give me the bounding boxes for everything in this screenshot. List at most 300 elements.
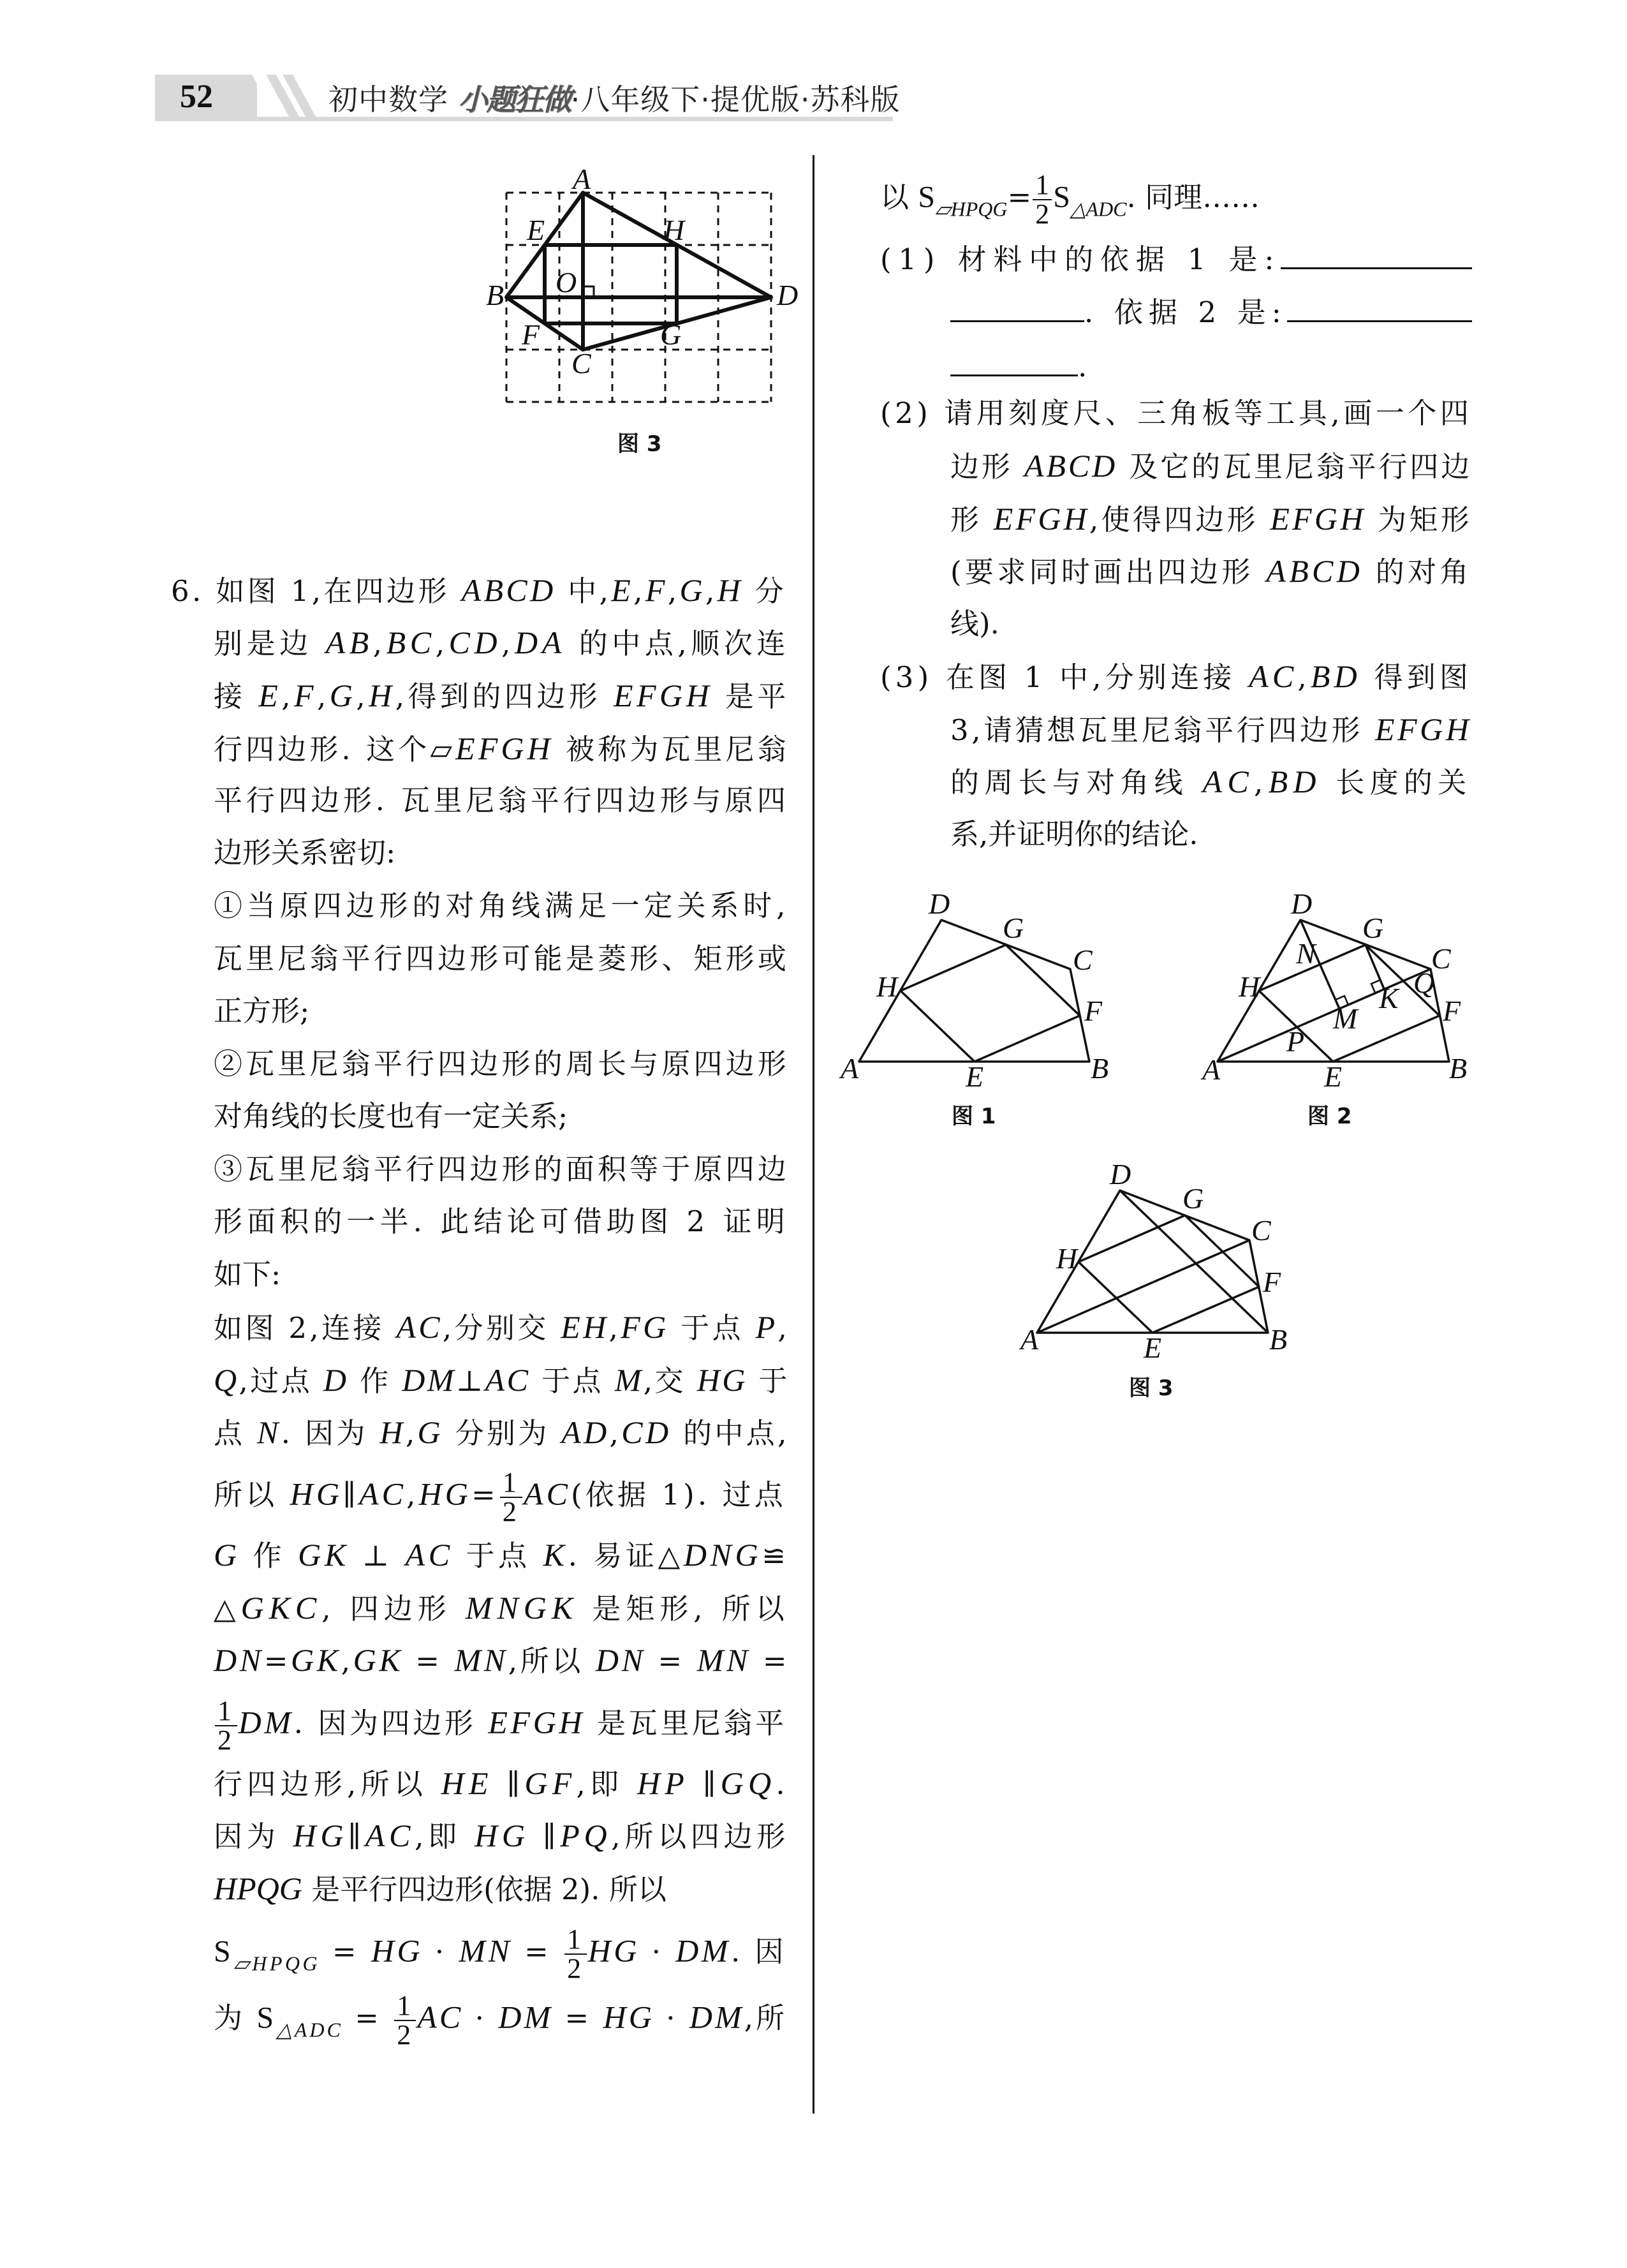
text-run: ∥ — [689, 1767, 721, 1801]
math-symbol: PQ — [560, 1818, 612, 1853]
text-line — [214, 1536, 790, 1575]
text-run: 边形关系密切: — [214, 836, 396, 870]
label-G: G — [660, 318, 682, 351]
text-line — [214, 887, 790, 925]
math-symbol: CD — [448, 625, 502, 660]
label-D: D — [777, 279, 799, 311]
label-C: C — [1431, 942, 1451, 975]
label-O: O — [556, 266, 577, 299]
label-B: B — [486, 279, 504, 311]
text-run: 3,请猜想瓦里尼翁平行四边形 — [950, 713, 1375, 747]
text-line — [950, 815, 1198, 854]
math-symbol: EFGH — [993, 501, 1090, 537]
math-symbol: BD — [1268, 764, 1321, 799]
text-run: , — [608, 1311, 621, 1345]
text-run: 于 — [747, 1364, 790, 1398]
figure-top-grid — [446, 153, 804, 408]
label-F: F — [1084, 995, 1103, 1027]
text-run: 正方形; — [214, 994, 310, 1028]
text-run: 的中点,顺次连 — [565, 626, 790, 660]
text-line — [214, 676, 790, 716]
text-run: . — [776, 1767, 790, 1801]
fraction-denominator: 2 — [217, 1724, 235, 1756]
math-symbol: HPQG — [214, 1871, 302, 1906]
text-line — [950, 710, 1472, 750]
text-run: = — [403, 1644, 455, 1678]
math-symbol: AC — [485, 1362, 531, 1398]
text-run: ,所以四边形 — [611, 1820, 790, 1853]
math-symbol: ABCD — [1024, 448, 1118, 484]
label-C: C — [1251, 1214, 1271, 1247]
text-line — [880, 394, 1472, 433]
math-symbol: GF — [524, 1765, 577, 1801]
text-line — [214, 1764, 790, 1804]
math-symbol: MNGK — [465, 1590, 578, 1626]
text-run: 行四边形,所以 — [214, 1767, 441, 1801]
text-run: 得到图 — [1360, 660, 1473, 694]
text-run: ⊥ — [455, 1364, 485, 1398]
text-line — [214, 1361, 790, 1400]
label-F: F — [1263, 1266, 1281, 1298]
math-symbol: AC — [1202, 764, 1254, 799]
text-run: ,所以 — [508, 1644, 596, 1678]
fraction-numerator: 1 — [215, 1697, 237, 1726]
math-symbol: ABCD — [461, 572, 556, 608]
text-run: = — [320, 1934, 371, 1969]
text-run: = — [553, 2001, 603, 2035]
text-run: 平行四边形. 瓦里尼翁平行四边形与原四 — [214, 783, 790, 817]
text-run: 对角线的长度也有一定关系; — [214, 1099, 568, 1133]
fraction — [564, 1925, 586, 1983]
header-stripes — [252, 75, 328, 121]
text-run: = — [750, 1644, 790, 1678]
math-symbol: E — [258, 678, 282, 713]
math-symbol: GK — [298, 1537, 350, 1573]
math-symbol: AC — [405, 1537, 453, 1573]
math-subscript: ▱HPQG — [233, 1952, 321, 1975]
math-symbol: DA — [515, 625, 566, 660]
label-A: A — [1202, 1053, 1221, 1086]
math-symbol: H — [717, 572, 744, 608]
text-run: 及它的瓦里尼翁平行四边 — [1117, 450, 1473, 484]
text-line — [214, 729, 790, 769]
text-run: = — [263, 1644, 291, 1678]
text-run: ③瓦里尼翁平行四边形的面积等于原四边 — [214, 1152, 790, 1186]
math-symbol: DM — [675, 1932, 731, 1969]
label-H: H — [1056, 1242, 1078, 1275]
text-run: (2) 请用刻度尺、三角板等工具,画一个四 — [880, 396, 1473, 430]
caption-figure-3: 图 3 — [1129, 1375, 1174, 1401]
text-run: (依据 1). 过点 — [571, 1478, 786, 1512]
text-run: 形面积的一半. 此结论可借助图 2 证明 — [214, 1204, 790, 1238]
label-K: K — [1379, 982, 1399, 1014]
text-run: ≌ — [762, 1539, 790, 1573]
label-F: F — [522, 318, 540, 351]
text-run: 接 — [214, 679, 259, 713]
text-line — [950, 762, 1472, 802]
math-symbol: MN — [459, 1932, 513, 1969]
math-symbol: N — [257, 1414, 281, 1450]
math-symbol: F — [645, 572, 668, 608]
label-E: E — [1144, 1331, 1162, 1364]
math-symbol: HG — [696, 1362, 747, 1398]
text-run: , 四边形 — [321, 1592, 466, 1626]
text-run: , — [435, 626, 449, 660]
text-run: △ — [214, 1592, 241, 1626]
label-E: E — [527, 214, 545, 246]
text-run: , — [667, 574, 680, 608]
answer-blank[interactable] — [950, 295, 1084, 322]
text-run: . 因为 — [281, 1416, 380, 1450]
text-run: ,即 — [415, 1820, 475, 1853]
math-symbol: ABCD — [1266, 553, 1364, 589]
text-run: 系,并证明你的结论. — [950, 817, 1198, 851]
caption-figure-1: 图 1 — [952, 1104, 996, 1129]
text-line — [950, 552, 1472, 591]
text-run: , — [281, 679, 295, 713]
text-line — [950, 447, 1472, 486]
text-run: = — [471, 1478, 499, 1512]
text-run: (要求同时画出四边形 — [950, 555, 1267, 589]
text-run: 为矩形 — [1366, 503, 1472, 537]
text-line — [214, 834, 395, 872]
text-run: 的中点, — [671, 1416, 790, 1450]
text-line — [214, 1641, 790, 1680]
label-H: H — [1239, 970, 1260, 1003]
text-run: 中, — [556, 574, 612, 608]
text-line — [214, 992, 309, 1030]
math-symbol: EH — [561, 1309, 609, 1345]
text-run: , — [1253, 766, 1269, 799]
fraction-numerator: 1 — [500, 1469, 522, 1498]
label-C: C — [571, 347, 591, 380]
math-subscript: ▱HPQG — [935, 197, 1008, 221]
text-run: , — [317, 679, 330, 713]
text-run: 因为 — [214, 1820, 293, 1853]
label-E: E — [966, 1060, 984, 1093]
answer-blank[interactable] — [950, 349, 1078, 376]
text-run: , — [777, 1311, 790, 1345]
text-line — [171, 571, 786, 611]
math-symbol: D — [323, 1362, 349, 1398]
label-M: M — [1333, 1002, 1358, 1035]
text-line — [214, 1869, 666, 1909]
text-run: 6. 如图 1,在四边形 — [171, 574, 462, 608]
text-line — [214, 1413, 790, 1453]
text-run: ,交 — [643, 1364, 697, 1398]
text-run: ,所 — [744, 2001, 788, 2035]
text-run: ①当原四边形的对角线满足一定关系时, — [214, 889, 790, 923]
text-run: S — [214, 1934, 234, 1969]
text-run: 于点 — [453, 1539, 543, 1573]
text-run: 被称为瓦里尼翁 — [553, 732, 790, 766]
text-run: . 因 — [730, 1934, 786, 1969]
text-line — [880, 657, 1472, 697]
text-run: . — [1078, 350, 1087, 383]
text-run: . 因为四边形 — [293, 1706, 489, 1740]
math-subscript: △ADC — [1070, 197, 1127, 221]
math-symbol: GK — [291, 1642, 341, 1678]
fraction-denominator: 2 — [502, 1496, 520, 1527]
text-run: 是瓦里尼翁平 — [585, 1706, 787, 1740]
text-run: ∥ — [342, 1478, 360, 1512]
fraction-denominator: 2 — [567, 1953, 584, 1984]
text-run: ,使得四边形 — [1089, 503, 1270, 537]
math-symbol: MN — [454, 1642, 508, 1678]
text-run: 边形 — [950, 450, 1024, 484]
caption-figure-2: 图 2 — [1307, 1104, 1352, 1129]
math-symbol: Q — [214, 1362, 239, 1398]
math-symbol: AC — [417, 1999, 464, 2035]
text-run: 作 — [348, 1364, 402, 1398]
math-symbol: G — [679, 572, 705, 608]
text-run: , — [341, 1644, 353, 1678]
figure-3 — [1008, 1148, 1288, 1364]
math-symbol: H — [379, 1414, 406, 1450]
text-line — [880, 171, 1260, 228]
text-line — [880, 241, 1472, 279]
label-G: G — [1182, 1182, 1204, 1215]
text-line — [214, 1308, 790, 1347]
math-symbol: HG — [474, 1818, 529, 1853]
math-symbol: HG — [587, 1932, 640, 1969]
math-symbol: DM — [689, 1999, 744, 2035]
text-run: , — [1297, 660, 1311, 694]
text-run: S — [918, 180, 936, 214]
math-symbol: HP — [637, 1765, 689, 1801]
math-symbol: DN — [595, 1642, 646, 1678]
text-run: 如下: — [214, 1257, 281, 1291]
text-run: 所以 — [214, 1478, 290, 1512]
fraction — [394, 1992, 416, 2049]
math-symbol: DM — [402, 1362, 456, 1398]
math-symbol: HG — [418, 1476, 472, 1512]
math-symbol: HE — [441, 1765, 493, 1801]
text-run: . 同理…… — [1126, 180, 1260, 214]
fraction — [215, 1697, 237, 1754]
math-symbol: FG — [621, 1309, 669, 1345]
math-symbol: DM — [238, 1704, 294, 1740]
fraction-denominator: 2 — [397, 2019, 414, 2050]
title-suffix: ·八年级下·提优版·苏科版 — [570, 82, 901, 117]
label-B: B — [1449, 1052, 1468, 1085]
page-number: 52 — [180, 78, 213, 115]
math-symbol: K — [543, 1537, 568, 1573]
brand-logo: 小题狂做 — [458, 82, 571, 117]
text-run: = — [645, 1644, 697, 1678]
text-run: ,得到的四边形 — [395, 679, 614, 713]
text-run: = — [1007, 180, 1032, 214]
text-run: 点 — [214, 1416, 257, 1450]
text-line — [214, 940, 790, 978]
math-symbol: AC — [1249, 658, 1298, 694]
math-symbol: GK — [353, 1642, 404, 1678]
text-run: ②瓦里尼翁平行四边形的周长与原四边形 — [214, 1047, 790, 1081]
text-line — [950, 500, 1472, 539]
text-run: 是平 — [712, 679, 790, 713]
label-P: P — [1286, 1025, 1305, 1058]
text-run: , — [609, 1416, 622, 1450]
text-run: 瓦里尼翁平行四边形可能是菱形、矩形或 — [214, 942, 790, 975]
math-symbol: G — [329, 678, 357, 713]
text-line — [214, 1150, 790, 1189]
text-line — [214, 782, 790, 820]
text-line — [214, 1697, 787, 1754]
text-line — [214, 1469, 786, 1526]
text-run: , — [705, 574, 718, 608]
math-symbol: AC — [359, 1476, 407, 1512]
math-symbol: AC — [365, 1818, 415, 1853]
text-run: · — [423, 1934, 459, 1969]
text-run: 分别为 — [443, 1416, 562, 1450]
answer-blank[interactable] — [1287, 295, 1472, 322]
fraction-numerator: 1 — [1033, 171, 1052, 200]
text-line — [214, 1816, 790, 1856]
math-symbol: HG — [293, 1818, 348, 1853]
text-run: , — [633, 574, 645, 608]
math-symbol: AD — [561, 1414, 610, 1450]
math-symbol: F — [294, 678, 318, 713]
text-run: 形 — [950, 503, 994, 537]
fraction — [1033, 171, 1052, 228]
text-line — [214, 1256, 281, 1294]
text-run: S — [256, 2001, 277, 2035]
label-D: D — [929, 887, 950, 920]
text-run: · — [654, 2001, 689, 2035]
text-run: , — [501, 626, 515, 660]
text-run: ∥ — [348, 1820, 365, 1853]
text-run: 分 — [743, 574, 787, 608]
label-H: H — [663, 214, 685, 246]
label-C: C — [1073, 944, 1093, 976]
text-line — [214, 1589, 790, 1628]
title-prefix: 初中数学 — [328, 82, 448, 117]
label-H: H — [876, 970, 898, 1003]
math-symbol: AC — [523, 1476, 571, 1512]
math-symbol: AB — [325, 625, 373, 660]
text-line — [214, 1045, 790, 1083]
text-run: 作 — [240, 1539, 298, 1573]
label-A: A — [1020, 1323, 1039, 1356]
math-symbol: HG — [371, 1932, 423, 1969]
math-symbol: DN — [214, 1642, 264, 1678]
text-run: ∥ — [529, 1820, 561, 1853]
math-subscript: △ADC — [276, 2018, 343, 2042]
text-run: . 依据 2 是: — [1084, 295, 1288, 329]
math-symbol: EFGH — [614, 678, 713, 713]
figure-2 — [1180, 880, 1473, 1097]
label-G: G — [1003, 912, 1024, 944]
text-run: 的对角 — [1363, 555, 1472, 589]
text-run: 于点 — [530, 1364, 615, 1398]
text-run: = — [342, 2001, 394, 2035]
math-symbol: DM — [498, 1999, 554, 2035]
math-symbol: H — [369, 678, 395, 713]
text-run: 行四边形. 这个▱ — [214, 732, 456, 766]
math-symbol: EFGH — [488, 1704, 585, 1740]
text-run: · — [639, 1934, 676, 1969]
text-run: , — [372, 626, 387, 660]
figure-1 — [823, 880, 1116, 1097]
label-B: B — [1269, 1323, 1288, 1356]
text-line — [214, 1097, 568, 1136]
math-symbol: EFGH — [455, 730, 554, 766]
text-line — [214, 1992, 787, 2049]
math-symbol: HG — [603, 1999, 654, 2035]
text-run: ,分别交 — [442, 1311, 561, 1345]
math-symbol: M — [614, 1362, 644, 1398]
text-run: , — [406, 1478, 419, 1512]
caption-top-figure: 图 3 — [617, 431, 662, 457]
math-symbol: GQ — [720, 1765, 776, 1801]
text-run: (3) 在图 1 中,分别连接 — [880, 660, 1249, 694]
fraction-denominator: 2 — [1035, 198, 1050, 230]
label-D: D — [1110, 1158, 1131, 1190]
label-E: E — [1324, 1060, 1343, 1093]
text-run: (1) 材料中的依据 1 是: — [880, 242, 1281, 276]
text-run: 长度的关 — [1321, 766, 1472, 799]
math-symbol: G — [417, 1414, 443, 1450]
text-run: 别是边 — [214, 626, 326, 660]
math-symbol: HG — [290, 1476, 343, 1512]
label-D: D — [1291, 887, 1313, 920]
math-symbol: CD — [621, 1414, 672, 1450]
math-symbol: GKC — [240, 1590, 322, 1626]
text-run: ,过点 — [239, 1364, 323, 1398]
text-run: . 易证△ — [568, 1539, 684, 1573]
text-line — [214, 1203, 790, 1241]
text-run: 的周长与对角线 — [950, 766, 1203, 799]
fraction-numerator: 1 — [564, 1925, 586, 1955]
text-line — [950, 605, 999, 643]
label-Q: Q — [1413, 967, 1435, 999]
label-N: N — [1296, 937, 1316, 970]
math-symbol: AC — [396, 1309, 443, 1345]
math-symbol: DNG — [683, 1537, 762, 1573]
math-symbol: G — [214, 1537, 240, 1573]
text-run: 以 — [880, 180, 918, 214]
text-run: 是矩形, 所以 — [578, 1592, 790, 1626]
text-run: · — [463, 2001, 499, 2035]
text-run: = — [512, 1934, 564, 1969]
text-run: 于点 — [668, 1311, 756, 1345]
text-run: 为 — [214, 2001, 257, 2035]
text-line — [214, 623, 790, 663]
label-B: B — [1091, 1052, 1109, 1085]
text-line — [950, 348, 1087, 386]
answer-blank[interactable] — [1281, 242, 1472, 269]
text-run: , — [356, 679, 369, 713]
math-symbol: E — [611, 572, 634, 608]
fraction-numerator: 1 — [394, 1992, 416, 2021]
math-symbol: BD — [1310, 658, 1361, 694]
text-run: 线). — [950, 607, 999, 641]
text-run: 是平行四边形(依据 2). 所以 — [302, 1872, 666, 1906]
label-A: A — [841, 1052, 859, 1085]
math-symbol: EFGH — [1374, 711, 1472, 747]
text-run: S — [1053, 180, 1070, 214]
text-run: 如图 2,连接 — [214, 1311, 397, 1345]
text-run: ,即 — [576, 1767, 637, 1801]
math-symbol: BC — [386, 625, 436, 660]
text-line — [950, 293, 1472, 332]
text-run: ∥ — [492, 1767, 525, 1801]
math-symbol: EFGH — [1270, 501, 1366, 537]
math-symbol: P — [755, 1309, 778, 1345]
text-line — [214, 1925, 786, 1983]
label-A: A — [573, 163, 591, 195]
book-title — [328, 77, 901, 119]
